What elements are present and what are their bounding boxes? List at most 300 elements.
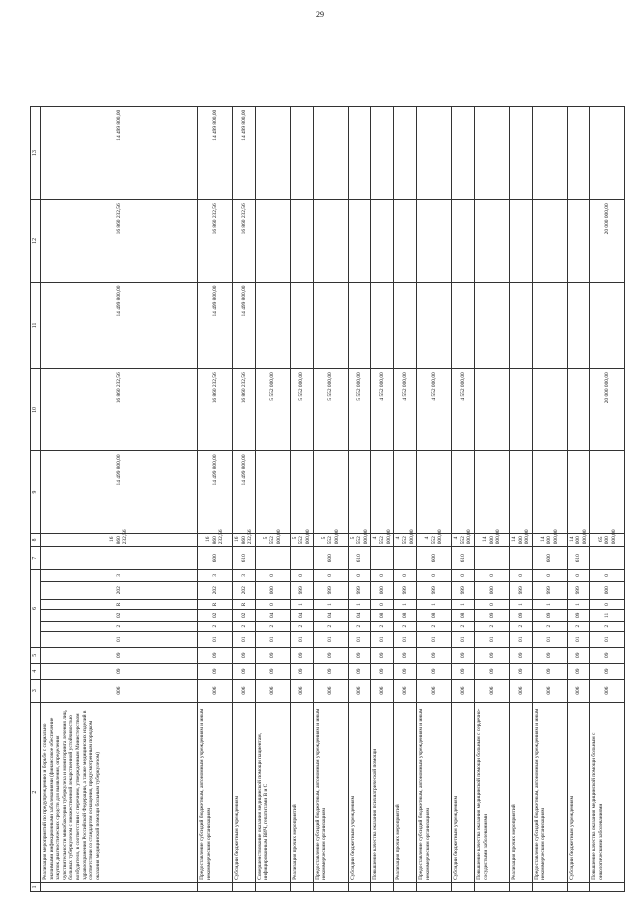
target-article-code-cell: 09 bbox=[509, 610, 532, 621]
target-article-code-cell: 0 bbox=[590, 599, 625, 609]
amount-cell: 5 552 000,00 bbox=[313, 533, 348, 547]
target-article-code-cell: 2 bbox=[348, 621, 371, 631]
amount-cell: 16 860 232,56 bbox=[41, 369, 198, 451]
amount-cell bbox=[532, 200, 567, 282]
row-name-cell: Реализация прочих мероприятий bbox=[290, 702, 313, 882]
expense-type-cell: 600 bbox=[198, 547, 233, 570]
subsection-code-cell: 09 bbox=[255, 647, 290, 663]
target-article-code-cell: 1 bbox=[313, 599, 348, 609]
target-article-code-cell: 09 bbox=[532, 610, 567, 621]
col-header: 3 bbox=[31, 679, 41, 702]
target-article-code-cell: 000 bbox=[255, 581, 290, 599]
amount-cell bbox=[532, 282, 567, 369]
amount-cell bbox=[348, 200, 371, 282]
amount-cell: 16 860 232,56 bbox=[41, 200, 198, 282]
section-code-cell: 09 bbox=[394, 663, 417, 679]
expense-type-cell: 600 bbox=[532, 547, 567, 570]
table-row bbox=[590, 13, 625, 892]
col-header: 5 bbox=[31, 647, 41, 663]
target-article-code-cell: 0 bbox=[255, 570, 290, 581]
target-article-code-cell: 2 bbox=[313, 621, 348, 631]
amount-cell: 4 552 000,00 bbox=[452, 533, 475, 547]
expense-type-cell: 610 bbox=[233, 547, 256, 570]
amount-cell: 5 552 000,00 bbox=[255, 533, 290, 547]
target-article-code-cell: 01 bbox=[371, 631, 394, 647]
amount-cell bbox=[313, 106, 348, 200]
target-article-code-cell: 01 bbox=[290, 631, 313, 647]
target-article-code-cell: 2 bbox=[290, 621, 313, 631]
amount-cell bbox=[532, 369, 567, 451]
target-article-code-cell: R bbox=[233, 599, 256, 609]
amount-cell bbox=[590, 451, 625, 533]
target-article-code-cell: 0 bbox=[567, 570, 590, 581]
target-article-code-cell: 999 bbox=[417, 581, 452, 599]
expense-type-cell: 600 bbox=[417, 547, 452, 570]
subsection-code-cell: 09 bbox=[233, 647, 256, 663]
subsection-code-cell: 09 bbox=[474, 647, 509, 663]
target-article-code-cell: 08 bbox=[371, 610, 394, 621]
amount-cell: 14 499 800,00 bbox=[233, 282, 256, 369]
table-row bbox=[255, 13, 290, 892]
amount-cell bbox=[255, 451, 290, 533]
section-code-cell: 09 bbox=[417, 663, 452, 679]
target-article-code-cell: 999 bbox=[290, 581, 313, 599]
amount-cell bbox=[452, 106, 475, 200]
target-article-code-cell: 999 bbox=[452, 581, 475, 599]
table-row bbox=[532, 13, 567, 892]
target-article-code-cell: 08 bbox=[452, 610, 475, 621]
page-number: 29 bbox=[316, 10, 324, 19]
amount-cell: 4 552 000,00 bbox=[394, 533, 417, 547]
row-index-cell bbox=[233, 882, 256, 891]
row-index-cell bbox=[41, 882, 198, 891]
target-article-code-cell: 0 bbox=[417, 570, 452, 581]
amount-cell: 14 499 800,00 bbox=[233, 106, 256, 200]
expense-type-cell bbox=[590, 547, 625, 570]
table-row bbox=[290, 13, 313, 892]
budget-table-sheet bbox=[30, 12, 617, 892]
target-article-code-cell: 2 bbox=[474, 621, 509, 631]
amount-cell bbox=[313, 200, 348, 282]
amount-cell: 4 552 000,00 bbox=[417, 533, 452, 547]
subsection-code-cell: 09 bbox=[509, 647, 532, 663]
table-body bbox=[41, 13, 625, 892]
target-article-code-cell: 1 bbox=[567, 599, 590, 609]
table-row bbox=[41, 13, 198, 892]
amount-cell: 14 000 000,00 bbox=[567, 533, 590, 547]
amount-cell bbox=[394, 282, 417, 369]
amount-cell: 16 860 232,56 bbox=[198, 369, 233, 451]
ministry-code-cell: 006 bbox=[452, 679, 475, 702]
amount-cell bbox=[313, 451, 348, 533]
target-article-code-cell: 1 bbox=[290, 599, 313, 609]
amount-cell bbox=[509, 369, 532, 451]
amount-cell: 4 552 000,00 bbox=[452, 369, 475, 451]
amount-cell: 14 499 800,00 bbox=[41, 106, 198, 200]
row-name-cell: Повышение качества оказания медицинской помощи больным с сердечно-сосудистыми заболеваниями bbox=[474, 702, 509, 882]
subsection-code-cell: 09 bbox=[290, 647, 313, 663]
amount-cell: 16 860 232,56 bbox=[198, 200, 233, 282]
amount-cell bbox=[474, 369, 509, 451]
row-index-cell bbox=[255, 882, 290, 891]
target-article-code-cell: 01 bbox=[313, 631, 348, 647]
table-row bbox=[394, 13, 417, 892]
target-article-code-cell: 02 bbox=[198, 610, 233, 621]
amount-cell bbox=[567, 369, 590, 451]
table-row bbox=[509, 13, 532, 892]
section-code-cell: 09 bbox=[255, 663, 290, 679]
col-header: 10 bbox=[31, 369, 41, 451]
amount-cell: 16 860 232,56 bbox=[233, 533, 256, 547]
amount-cell bbox=[371, 451, 394, 533]
row-index-cell bbox=[313, 882, 348, 891]
target-article-code-cell: 08 bbox=[394, 610, 417, 621]
target-article-code-cell: 01 bbox=[567, 631, 590, 647]
target-article-code-cell: 01 bbox=[255, 631, 290, 647]
target-article-code-cell: 1 bbox=[509, 599, 532, 609]
row-name-cell: Субсидии бюджетным учреждениям bbox=[567, 702, 590, 882]
target-article-code-cell: 01 bbox=[417, 631, 452, 647]
amount-cell bbox=[452, 282, 475, 369]
ministry-code-cell: 006 bbox=[474, 679, 509, 702]
target-article-code-cell: 01 bbox=[509, 631, 532, 647]
table-row bbox=[474, 13, 509, 892]
col-header: 1 bbox=[31, 882, 41, 891]
target-article-code-cell: 1 bbox=[348, 599, 371, 609]
ministry-code-cell: 006 bbox=[41, 679, 198, 702]
table-row bbox=[198, 13, 233, 892]
ministry-code-cell: 006 bbox=[509, 679, 532, 702]
amount-cell bbox=[290, 451, 313, 533]
target-article-code-cell: 1 bbox=[417, 599, 452, 609]
section-code-cell: 09 bbox=[567, 663, 590, 679]
amount-cell bbox=[567, 106, 590, 200]
amount-cell: 14 499 800,00 bbox=[41, 451, 198, 533]
target-article-code-cell: 1 bbox=[394, 599, 417, 609]
section-code-cell: 09 bbox=[509, 663, 532, 679]
target-article-code-cell: 1 bbox=[532, 599, 567, 609]
subsection-code-cell: 09 bbox=[371, 647, 394, 663]
amount-cell: 16 860 232,56 bbox=[41, 533, 198, 547]
row-name-cell: Предоставление субсидий бюджетным, автономным учреждениям и иным некоммерческим организациям bbox=[532, 702, 567, 882]
amount-cell: 4 552 000,00 bbox=[394, 369, 417, 451]
target-article-code-cell: 0 bbox=[371, 599, 394, 609]
section-code-cell: 09 bbox=[371, 663, 394, 679]
amount-cell bbox=[509, 106, 532, 200]
target-article-code-cell: 000 bbox=[474, 581, 509, 599]
col-header: 12 bbox=[31, 200, 41, 282]
subsection-code-cell: 09 bbox=[198, 647, 233, 663]
row-index-cell bbox=[371, 882, 394, 891]
table-row bbox=[371, 13, 394, 892]
target-article-code-cell: 02 bbox=[233, 610, 256, 621]
amount-cell: 20 000 000,00 bbox=[590, 369, 625, 451]
target-article-code-cell: R bbox=[41, 599, 198, 609]
target-article-code-cell: 2 bbox=[233, 621, 256, 631]
amount-cell: 5 552 000,00 bbox=[290, 369, 313, 451]
section-code-cell: 09 bbox=[41, 663, 198, 679]
amount-cell bbox=[509, 282, 532, 369]
amount-cell bbox=[417, 200, 452, 282]
col-header: 2 bbox=[31, 702, 41, 882]
amount-cell: 5 552 000,00 bbox=[348, 369, 371, 451]
table-row bbox=[348, 13, 371, 892]
ministry-code-cell: 006 bbox=[290, 679, 313, 702]
amount-cell bbox=[417, 451, 452, 533]
row-name-cell: Предоставление субсидий бюджетным, автономным учреждениям и иным некоммерческим организациям bbox=[198, 702, 233, 882]
target-article-code-cell: 01 bbox=[474, 631, 509, 647]
amount-cell bbox=[371, 106, 394, 200]
row-index-cell bbox=[198, 882, 233, 891]
amount-cell bbox=[348, 106, 371, 200]
amount-cell: 14 000 000,00 bbox=[532, 533, 567, 547]
target-article-code-cell: 0 bbox=[313, 570, 348, 581]
row-name-cell: Предоставление субсидий бюджетным, автономным учреждениям и иным некоммерческим организациям bbox=[417, 702, 452, 882]
expense-type-cell: 610 bbox=[348, 547, 371, 570]
amount-cell bbox=[532, 451, 567, 533]
col-header: 9 bbox=[31, 451, 41, 533]
amount-cell bbox=[255, 106, 290, 200]
subsection-code-cell: 09 bbox=[532, 647, 567, 663]
amount-cell bbox=[255, 200, 290, 282]
row-index-cell bbox=[452, 882, 475, 891]
row-name-cell: Субсидии бюджетным учреждениям bbox=[452, 702, 475, 882]
target-article-code-cell: 3 bbox=[198, 570, 233, 581]
target-article-code-cell: 2 bbox=[590, 621, 625, 631]
target-article-code-cell: 02 bbox=[41, 610, 198, 621]
target-article-code-cell: 01 bbox=[198, 631, 233, 647]
row-name-cell: Повышение качества оказания медицинской помощи больным с онкологическими заболеваниями bbox=[590, 702, 625, 882]
target-article-code-cell: 2 bbox=[255, 621, 290, 631]
amount-cell: 14 000 000,00 bbox=[474, 533, 509, 547]
target-article-code-cell: 0 bbox=[371, 570, 394, 581]
amount-cell bbox=[567, 200, 590, 282]
target-article-code-cell: 01 bbox=[41, 631, 198, 647]
amount-cell bbox=[313, 282, 348, 369]
amount-cell: 4 552 000,00 bbox=[417, 369, 452, 451]
row-index-cell bbox=[348, 882, 371, 891]
amount-cell: 14 499 800,00 bbox=[198, 451, 233, 533]
amount-cell bbox=[509, 451, 532, 533]
row-index-cell bbox=[590, 882, 625, 891]
amount-cell: 14 499 800,00 bbox=[233, 451, 256, 533]
target-article-code-cell: 0 bbox=[532, 570, 567, 581]
row-name-cell: Субсидии бюджетным учреждениям bbox=[348, 702, 371, 882]
amount-cell bbox=[290, 106, 313, 200]
ministry-code-cell: 006 bbox=[567, 679, 590, 702]
amount-cell: 4 552 000,00 bbox=[371, 533, 394, 547]
amount-cell bbox=[590, 282, 625, 369]
section-code-cell: 09 bbox=[452, 663, 475, 679]
row-index-cell bbox=[474, 882, 509, 891]
amount-cell bbox=[509, 200, 532, 282]
expense-type-cell bbox=[371, 547, 394, 570]
ministry-code-cell: 006 bbox=[348, 679, 371, 702]
section-code-cell: 09 bbox=[313, 663, 348, 679]
amount-cell: 14 499 800,00 bbox=[41, 282, 198, 369]
col-header: 8 bbox=[31, 533, 41, 547]
row-name-cell: Повышение качества оказания психиатрической помощи bbox=[371, 702, 394, 882]
target-article-code-cell: 999 bbox=[348, 581, 371, 599]
amount-cell bbox=[417, 106, 452, 200]
row-index-cell bbox=[394, 882, 417, 891]
expense-type-cell bbox=[255, 547, 290, 570]
subsection-code-cell: 09 bbox=[41, 647, 198, 663]
amount-cell bbox=[371, 282, 394, 369]
target-article-code-cell: 01 bbox=[452, 631, 475, 647]
row-name-cell: Реализация прочих мероприятий bbox=[509, 702, 532, 882]
target-article-code-cell: 999 bbox=[509, 581, 532, 599]
target-article-code-cell: 0 bbox=[348, 570, 371, 581]
amount-cell bbox=[394, 451, 417, 533]
table-row bbox=[233, 13, 256, 892]
amount-cell bbox=[290, 200, 313, 282]
amount-cell: 16 860 232,56 bbox=[198, 533, 233, 547]
amount-cell bbox=[255, 282, 290, 369]
target-article-code-cell: 11 bbox=[590, 610, 625, 621]
expense-type-cell bbox=[474, 547, 509, 570]
target-article-code-cell: 01 bbox=[590, 631, 625, 647]
amount-cell: 16 860 232,56 bbox=[233, 369, 256, 451]
section-code-cell: 09 bbox=[198, 663, 233, 679]
budget-table bbox=[30, 12, 625, 892]
col-header: 11 bbox=[31, 282, 41, 369]
row-name-cell: Субсидии бюджетным учреждениям bbox=[233, 702, 256, 882]
col-header: 13 bbox=[31, 106, 41, 200]
col-header: 7 bbox=[31, 547, 41, 570]
ministry-code-cell: 006 bbox=[590, 679, 625, 702]
target-article-code-cell: 04 bbox=[348, 610, 371, 621]
target-article-code-cell: 09 bbox=[567, 610, 590, 621]
amount-cell bbox=[290, 282, 313, 369]
row-index-cell bbox=[567, 882, 590, 891]
amount-cell bbox=[474, 106, 509, 200]
target-article-code-cell: 202 bbox=[233, 581, 256, 599]
amount-cell bbox=[474, 282, 509, 369]
amount-cell: 5 552 000,00 bbox=[290, 533, 313, 547]
target-article-code-cell: R bbox=[198, 599, 233, 609]
ministry-code-cell: 006 bbox=[198, 679, 233, 702]
target-article-code-cell: 3 bbox=[233, 570, 256, 581]
amount-cell bbox=[532, 106, 567, 200]
ministry-code-cell: 006 bbox=[371, 679, 394, 702]
target-article-code-cell: 01 bbox=[348, 631, 371, 647]
amount-cell bbox=[348, 282, 371, 369]
target-article-code-cell: 2 bbox=[198, 621, 233, 631]
section-code-cell: 09 bbox=[290, 663, 313, 679]
row-index-cell bbox=[290, 882, 313, 891]
amount-cell: 16 860 232,56 bbox=[233, 200, 256, 282]
subsection-code-cell: 09 bbox=[394, 647, 417, 663]
row-index-cell bbox=[532, 882, 567, 891]
target-article-code-cell: 999 bbox=[567, 581, 590, 599]
expense-type-cell bbox=[41, 547, 198, 570]
expense-type-cell: 610 bbox=[452, 547, 475, 570]
row-index-cell bbox=[417, 882, 452, 891]
amount-cell: 5 552 000,00 bbox=[313, 369, 348, 451]
target-article-code-cell: 3 bbox=[41, 570, 198, 581]
target-article-code-cell: 2 bbox=[452, 621, 475, 631]
target-article-code-cell: 08 bbox=[417, 610, 452, 621]
target-article-code-cell: 999 bbox=[394, 581, 417, 599]
amount-cell: 65 000 000,00 bbox=[590, 533, 625, 547]
amount-cell bbox=[452, 451, 475, 533]
target-article-code-cell: 999 bbox=[532, 581, 567, 599]
target-article-code-cell: 0 bbox=[474, 599, 509, 609]
target-article-code-cell: 000 bbox=[371, 581, 394, 599]
target-article-code-cell: 04 bbox=[255, 610, 290, 621]
section-code-cell: 09 bbox=[233, 663, 256, 679]
target-article-code-cell: 2 bbox=[41, 621, 198, 631]
ministry-code-cell: 006 bbox=[394, 679, 417, 702]
amount-cell bbox=[348, 451, 371, 533]
target-article-code-cell: 04 bbox=[290, 610, 313, 621]
amount-cell bbox=[567, 451, 590, 533]
amount-cell: 20 000 000,00 bbox=[590, 200, 625, 282]
amount-cell bbox=[394, 200, 417, 282]
table-row bbox=[417, 13, 452, 892]
target-article-code-cell: 2 bbox=[371, 621, 394, 631]
expense-type-cell: 600 bbox=[313, 547, 348, 570]
target-article-code-cell: 202 bbox=[41, 581, 198, 599]
target-article-code-cell: 0 bbox=[474, 570, 509, 581]
amount-cell bbox=[394, 106, 417, 200]
amount-cell: 5 552 000,00 bbox=[348, 533, 371, 547]
table-row bbox=[313, 13, 348, 892]
ministry-code-cell: 006 bbox=[532, 679, 567, 702]
subsection-code-cell: 09 bbox=[313, 647, 348, 663]
table-row bbox=[567, 13, 590, 892]
target-article-code-cell: 0 bbox=[290, 570, 313, 581]
target-article-code-cell: 01 bbox=[233, 631, 256, 647]
target-article-code-cell: 0 bbox=[509, 570, 532, 581]
subsection-code-cell: 09 bbox=[348, 647, 371, 663]
row-index-cell bbox=[509, 882, 532, 891]
subsection-code-cell: 09 bbox=[452, 647, 475, 663]
target-article-code-cell: 04 bbox=[313, 610, 348, 621]
amount-cell bbox=[474, 451, 509, 533]
amount-cell bbox=[567, 282, 590, 369]
target-article-code-cell: 2 bbox=[394, 621, 417, 631]
target-article-code-cell: 01 bbox=[394, 631, 417, 647]
ministry-code-cell: 006 bbox=[417, 679, 452, 702]
target-article-code-cell: 0 bbox=[255, 599, 290, 609]
amount-cell bbox=[452, 200, 475, 282]
row-name-cell: Совершенствование оказания медицинской помощи пациентам, инфицированным ВИЧ, гепатитами B и C bbox=[255, 702, 290, 882]
subsection-code-cell: 09 bbox=[567, 647, 590, 663]
amount-cell bbox=[474, 200, 509, 282]
target-article-code-cell: 0 bbox=[590, 570, 625, 581]
target-article-code-cell: 000 bbox=[590, 581, 625, 599]
section-code-cell: 09 bbox=[532, 663, 567, 679]
amount-cell: 4 552 000,00 bbox=[371, 369, 394, 451]
expense-type-cell bbox=[394, 547, 417, 570]
row-name-cell: Реализация мероприятий по предупреждению и борьбе с социально значимыми инфекционными заболеваниями (финансовое обеспечение закупок диагностических средств для выявления, определения чувствительности микобактерии туберкулеза и мониторинга лечения лиц, больных туберкулезом с множественной лекарственной устойчивостью возбудителя, в соответствии с перечнем, утвержденным Министерством здравоохранения Российской Федерации, а также медицинских изделий в соответствии со стандартом оснащения, предусмотренным порядком оказания медицинской помощи больным туберкулезом) bbox=[41, 702, 198, 882]
amount-cell bbox=[417, 282, 452, 369]
expense-type-cell: 610 bbox=[567, 547, 590, 570]
section-code-cell: 09 bbox=[590, 663, 625, 679]
target-article-code-cell: 2 bbox=[417, 621, 452, 631]
target-article-code-cell: 01 bbox=[532, 631, 567, 647]
target-article-code-cell: 999 bbox=[313, 581, 348, 599]
amount-cell: 14 000 000,00 bbox=[509, 533, 532, 547]
table-row bbox=[452, 13, 475, 892]
section-code-cell: 09 bbox=[474, 663, 509, 679]
expense-type-cell bbox=[509, 547, 532, 570]
amount-cell: 14 499 800,00 bbox=[198, 106, 233, 200]
target-article-code-cell: 2 bbox=[567, 621, 590, 631]
subsection-code-cell: 09 bbox=[590, 647, 625, 663]
